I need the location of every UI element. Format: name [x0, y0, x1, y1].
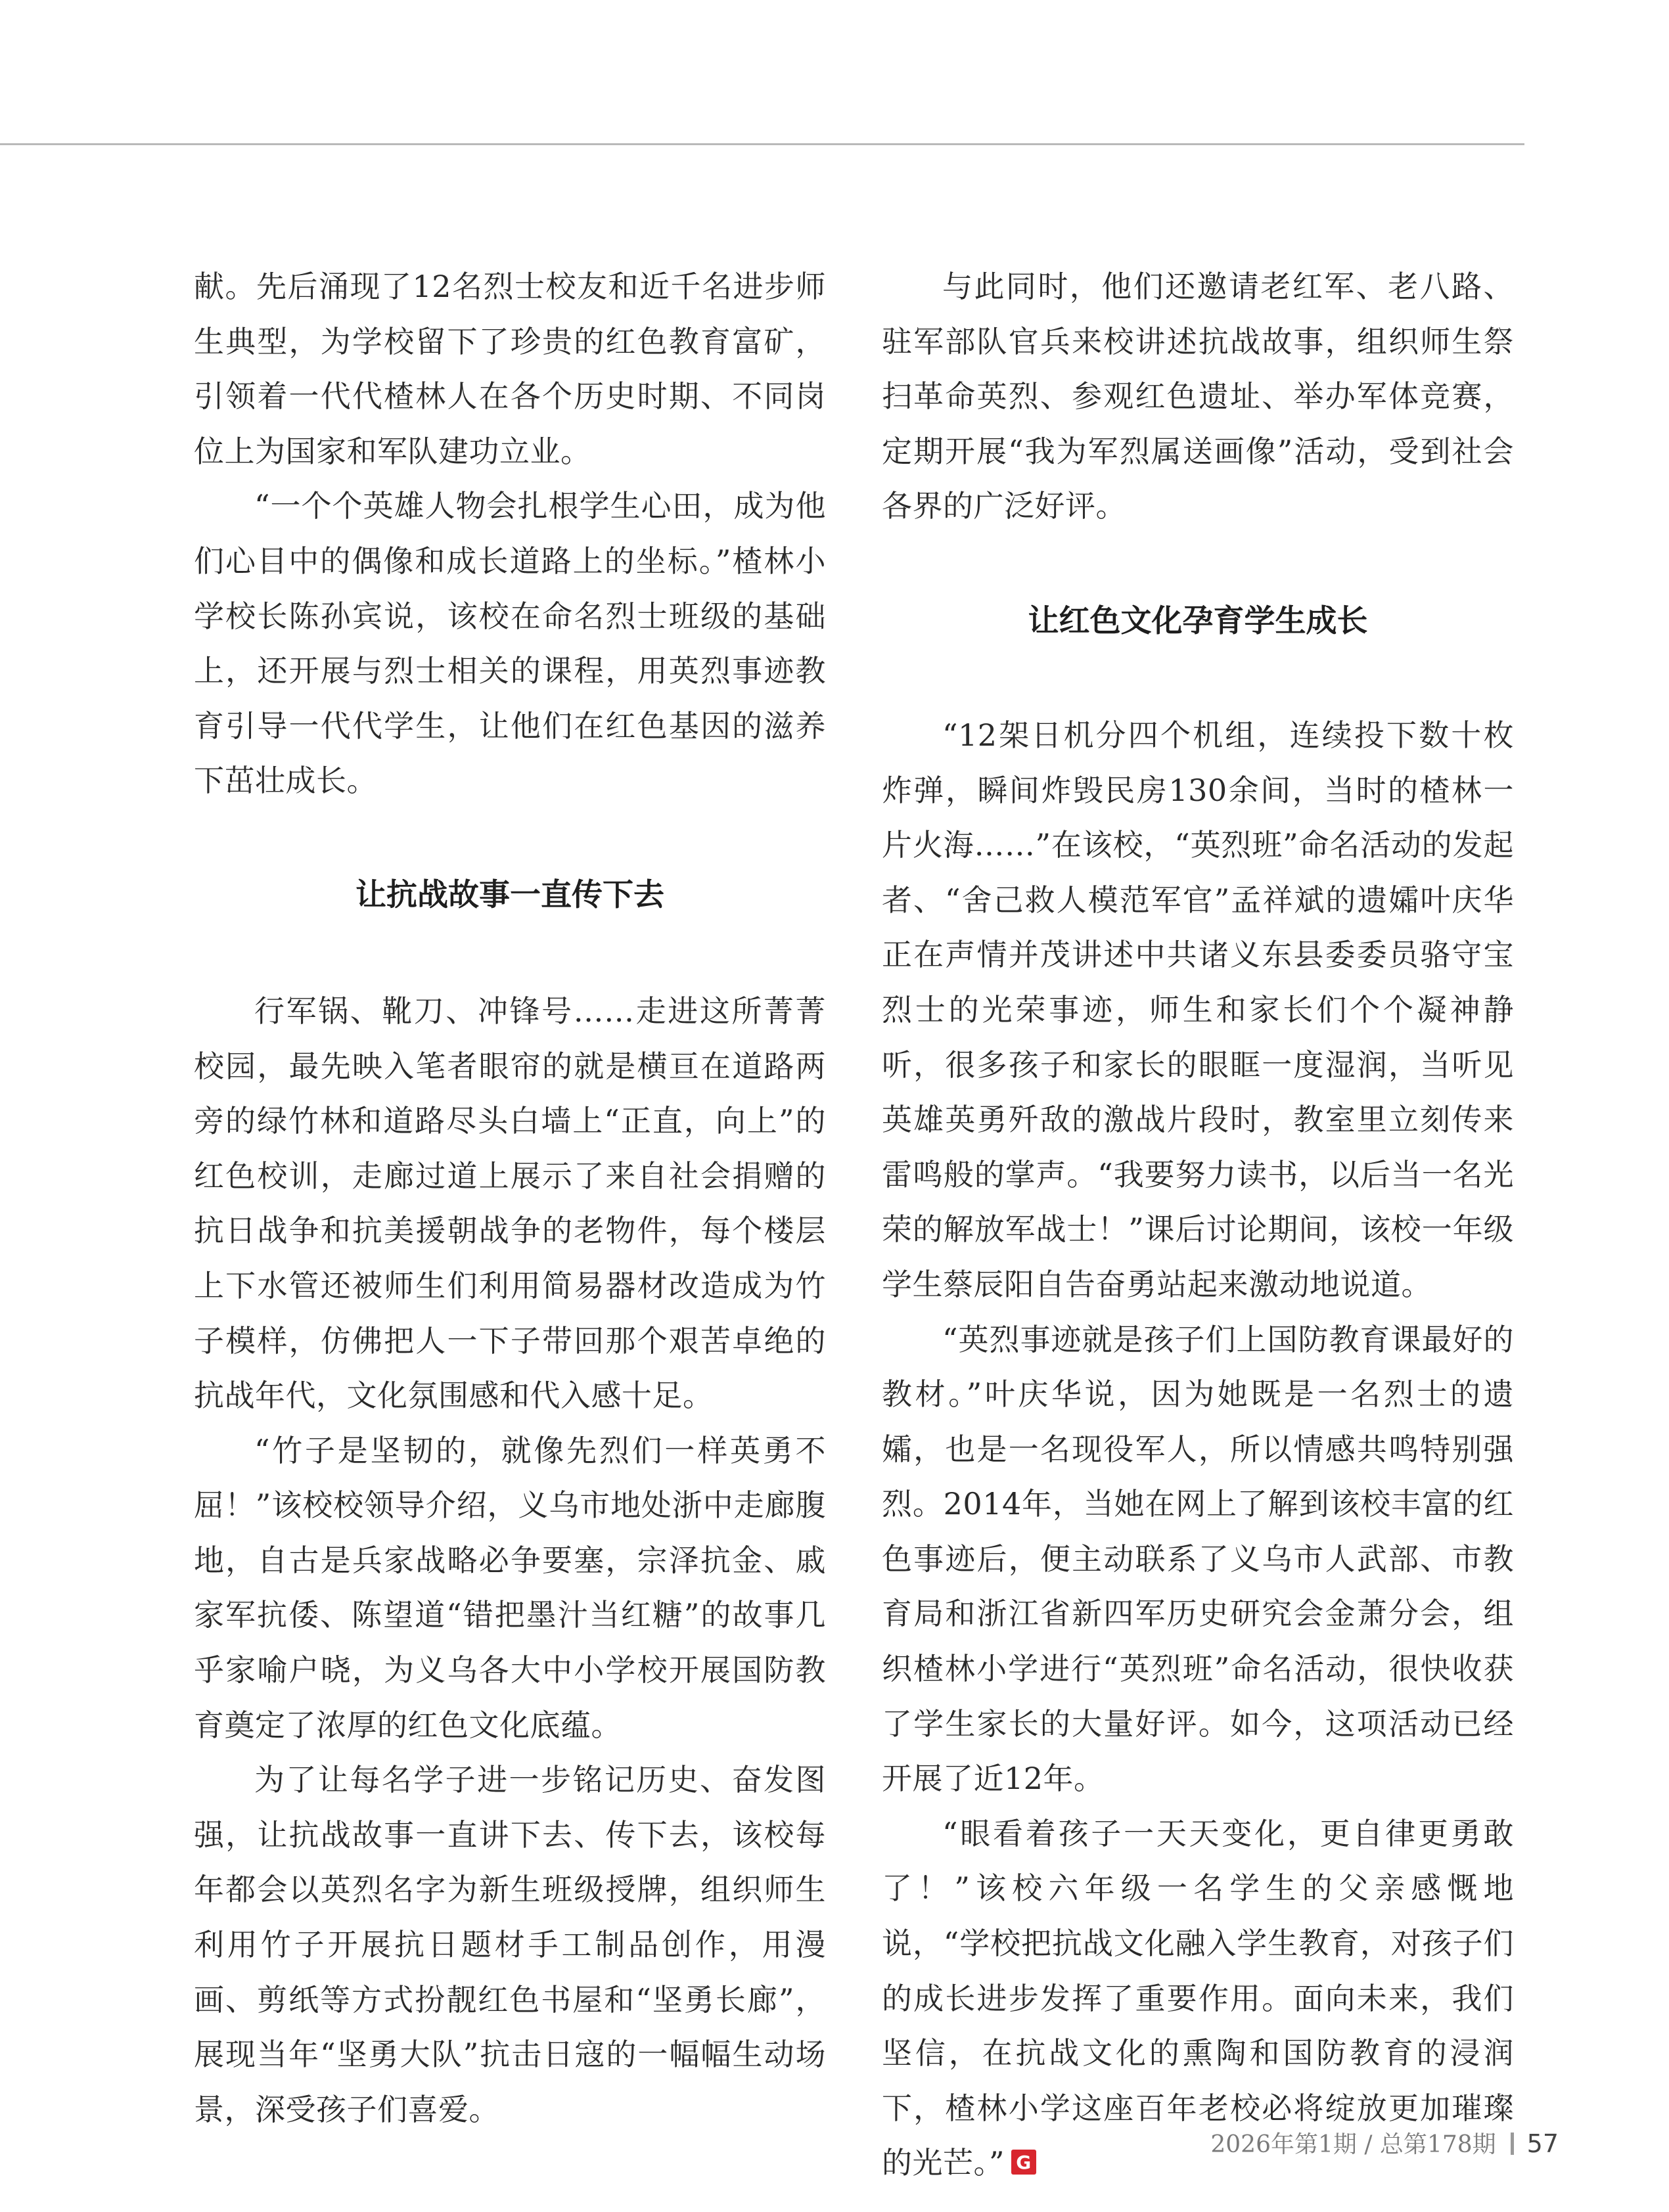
page-number: 57: [1526, 2129, 1559, 2158]
paragraph: 献。先后涌现了12名烈士校友和近千名进步师生典型，为学校留下了珍贵的红色教育富矿，引领着一代代楂林人在各个历史时期、不同岗位上为国家和军队建功立业。: [194, 269, 826, 469]
paragraph: 与此同时，他们还邀请老红军、老八路、驻军部队官兵来校讲述抗战故事，组织师生祭扫革命英烈、参观红色遗址、举办军体竞赛，定期开展“我为军烈属送画像”活动，受到社会各界的广泛好评。: [882, 269, 1514, 524]
section-heading: 让抗战故事一直传下去: [355, 876, 664, 913]
footer-separator: [1511, 2133, 1514, 2155]
paragraph: 为了让每名学子进一步铭记历史、奋发图强，让抗战故事一直讲下去、传下去，该校每年都会以英烈名字为新生班级授牌，组织师生利用竹子开展抗日题材手工制品创作，用漫画、剪纸等方式扮靓红色书屋和“坚勇长廊”，展现当年“坚勇大队”抗击日寇的一幅幅生动场景，深受孩子们喜爱。: [194, 1762, 826, 2127]
page-footer: [1210, 2127, 1559, 2161]
paragraph: “竹子是坚韧的，就像先烈们一样英勇不屈！”该校校领导介绍，义乌市地处浙中走廊腹地，自古是兵家战略必争要塞，宗泽抗金、戚家军抗倭、陈望道“错把墨汁当红糖”的故事几乎家喻户晓，为义乌各大中小学校开展国防教育奠定了浓厚的红色文化底蕴。: [194, 1432, 826, 1743]
end-mark-letter: G: [1016, 2152, 1032, 2174]
left-column: [194, 260, 826, 2137]
article-end-g-icon: [1011, 2150, 1036, 2175]
right-column: [882, 260, 1514, 2191]
paragraph: “12架日机分四个机组，连续投下数十枚炸弹，瞬间炸毁民房130余间，当时的楂林一片火海……”在该校，“英烈班”命名活动的发起者、“舍己救人模范军官”孟祥斌的遗孀叶庆华正在声情并茂讲述中共诸义东县委委员骆守宝烈士的光荣事迹，师生和家长们个个凝神静听，很多孩子和家长的眼眶一度湿润，当听见英雄英勇歼敌的激战片段时，教室里立刻传来雷鸣般的掌声。“我要努力读书，以后当一名光荣的解放军战士！”课后讨论期间，该校一年级学生蔡辰阳自告奋勇站起来激动地说道。: [882, 717, 1514, 1302]
paragraph-text: “眼看着孩子一天天变化，更自律更勇敢了！”该校六年级一名学生的父亲感慨地说，“学校把抗战文化融入学生教育，对孩子们的成长进步发挥了重要作用。面向未来，我们坚信，在抗战文化的熏陶和国防教育的浸润下，楂林小学这座百年老校必将绽放更加璀璨的光芒。”: [882, 1815, 1514, 2181]
issue-info: 2026年第1期 / 总第178期: [1210, 2131, 1496, 2158]
paragraph: “一个个英雄人物会扎根学生心田，成为他们心目中的偶像和成长道路上的坐标。”楂林小学校长陈孙宾说，该校在命名烈士班级的基础上，还开展与烈士相关的课程，用英烈事迹教育引导一代代学生，让他们在红色基因的滋养下茁壮成长。: [194, 488, 826, 799]
paragraph: “英烈事迹就是孩子们上国防教育课最好的教材。”叶庆华说，因为她既是一名烈士的遗孀，也是一名现役军人，所以情感共鸣特别强烈。2014年，当她在网上了解到该校丰富的红色事迹后，便主动联系了义乌市人武部、市教育局和浙江省新四军历史研究会金萧分会，组织楂林小学进行“英烈班”命名活动，很快收获了学生家长的大量好评。如今，这项活动已经开展了近12年。: [882, 1321, 1514, 1797]
paragraph: 行军锅、靴刀、冲锋号……走进这所菁菁校园，最先映入笔者眼帘的就是横亘在道路两旁的绿竹林和道路尽头白墙上“正直，向上”的红色校训，走廊过道上展示了来自社会捐赠的抗日战争和抗美援朝战争的老物件，每个楼层上下水管还被师生们利用简易器材改造成为竹子模样，仿佛把人一下子带回那个艰苦卓绝的抗战年代，文化氛围感和代入感十足。: [194, 993, 826, 1414]
section-heading: 让红色文化孕育学生成长: [1028, 602, 1368, 639]
header-divider: [0, 143, 1524, 145]
